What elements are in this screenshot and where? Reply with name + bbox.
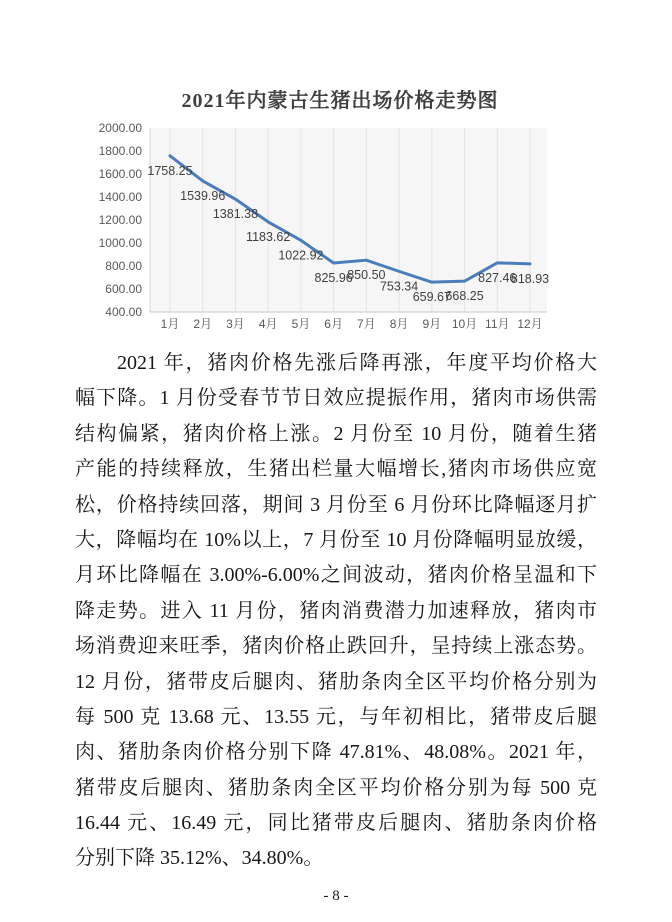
- data-label: 1539.96: [180, 188, 226, 203]
- x-tick-label: 9月: [422, 317, 442, 331]
- data-label: 1758.25: [147, 163, 193, 178]
- data-label: 668.25: [445, 289, 484, 304]
- x-tick-label: 11月: [485, 317, 510, 331]
- data-label: 825.96: [314, 271, 353, 286]
- paragraph-line: 肉、猪肋条肉价格分别下降 47.81%、48.08%。2021 年，: [75, 741, 597, 764]
- y-tick-label: 1600.00: [98, 167, 142, 181]
- data-label: 753.34: [379, 279, 419, 294]
- x-tick-label: 3月: [226, 317, 245, 331]
- paragraph-line: 分别下降 35.12%、34.80%。: [75, 847, 324, 870]
- paragraph-line: 结构偏紧，猪肉价格上涨。2 月份至 10 月份，随着生猪: [75, 422, 597, 445]
- x-tick-label: 5月: [291, 317, 311, 331]
- paragraph-line: 降走势。进入 11 月份，猪肉消费潜力加速释放，猪肉市: [75, 599, 597, 622]
- paragraph-line: 月环比降幅在 3.00%-6.00%之间波动，猪肉价格呈温和下: [75, 564, 597, 587]
- x-tick-label: 8月: [389, 317, 409, 331]
- x-tick-label: 4月: [258, 317, 278, 331]
- y-tick-label: 1200.00: [98, 213, 142, 227]
- x-tick-label: 7月: [357, 317, 376, 331]
- data-label: 1183.62: [246, 229, 291, 244]
- y-tick-label: 400.00: [105, 305, 142, 319]
- paragraph-line: 2021 年，猪肉价格先涨后降再涨，年度平均价格大: [117, 352, 597, 374]
- y-tick-label: 800.00: [105, 259, 142, 273]
- y-tick-label: 2000.00: [98, 121, 142, 135]
- x-tick-label: 1月: [160, 317, 180, 331]
- paragraph-line: 松，价格持续回落，期间 3 月份至 6 月份环比降幅逐月扩: [75, 493, 597, 516]
- y-tick-label: 600.00: [105, 282, 142, 296]
- data-label: 1022.92: [278, 248, 324, 263]
- data-label: 818.93: [510, 271, 550, 286]
- x-tick-label: 2月: [193, 317, 213, 331]
- paragraph-line: 场消费迎来旺季，猪肉价格止跌回升，呈持续上涨态势。: [75, 635, 597, 658]
- paragraph-line: 16.44 元、16.49 元，同比猪带皮后腿肉、猪肋条肉价格: [75, 812, 597, 835]
- paragraph-line: 12 月份，猪带皮后腿肉、猪肋条肉全区平均价格分别为: [75, 670, 597, 693]
- data-label: 827.46: [478, 270, 517, 285]
- paragraph-line: 产能的持续释放，生猪出栏量大幅增长,猪肉市场供应宽: [75, 458, 597, 481]
- data-label: 659.67: [412, 290, 451, 305]
- page-number: - 8 -: [323, 888, 349, 904]
- price-line-chart: [80, 118, 620, 340]
- body-paragraph: [75, 346, 597, 877]
- x-tick-label: 10月: [451, 317, 478, 331]
- paragraph-line: 每 500 克 13.68 元、13.55 元，与年初相比，猪带皮后腿: [75, 705, 597, 728]
- paragraph-line: 猪带皮后腿肉、猪肋条肉全区平均价格分别为每 500 克: [75, 776, 597, 799]
- data-label: 1381.38: [212, 207, 259, 222]
- paragraph-line: 幅下降。1 月份受春节节日效应提振作用，猪肉市场供需: [75, 387, 597, 410]
- y-tick-label: 1800.00: [98, 144, 142, 158]
- x-tick-label: 12月: [517, 317, 543, 331]
- data-label: 850.50: [347, 268, 386, 283]
- chart-title: 2021年内蒙古生猪出场价格走势图: [181, 90, 499, 112]
- paragraph-line: 大，降幅均在 10%以上，7 月份至 10 月份降幅明显放缓，: [75, 528, 597, 551]
- y-tick-label: 1400.00: [98, 190, 142, 204]
- x-tick-label: 6月: [324, 317, 343, 331]
- y-tick-label: 1000.00: [98, 236, 142, 250]
